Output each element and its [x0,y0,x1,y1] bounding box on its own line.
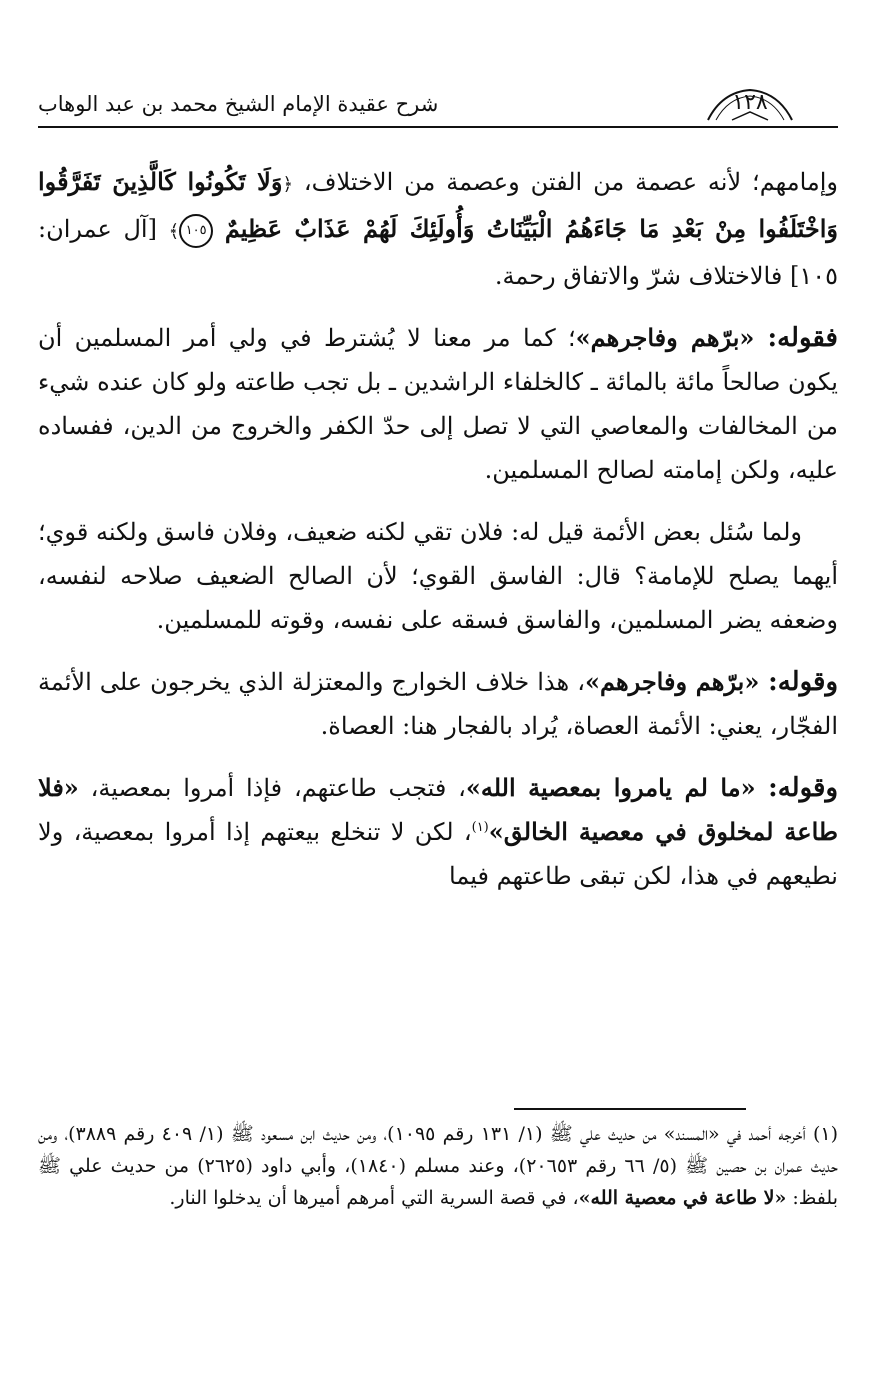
quoted-phrase: «برّهم وفاجرهم» [584,667,769,696]
verse-reference: [آل عمران: ١٠٥] فالاختلاف شرّ والاتفاق رحمة. [38,215,838,290]
paragraph-text: ولما سُئل بعض الأئمة قيل له: فلان تقي لكنه ضعيف، وفلان فاسق ولكنه قوي؛ أيهما يصلح للإمامة؟ قال: الفاسق القوي؛ لأن الصالح الضعيف صلاحه لنفسه، وضعفه يضر المسلمين، والفاسق فسقه على نفسه، وقوته للمسلمين. [38,518,838,634]
main-text [38,160,838,916]
running-header [38,88,838,128]
quoted-phrase: «برّهم وفاجرهم» [575,323,768,352]
footnote-text: ، في قصة السرية التي أمرهم أميرها أن يدخلوا النار. [169,1187,579,1209]
paragraph-text: ؛ كما مر معنا لا يُشترط في ولي أمر المسلمين أن يكون صالحاً مائة بالمائة ـ كالخلفاء الراشدين ـ بل تجب طاعته ولو كان عنده شيء من المخالفات والمعاصي التي لا تصل إلى حدّ الكفر والخروج من الدين، ففساده عليه، ولكن إمامته لصالح المسلمين. [38,324,838,484]
footnote-ref[interactable]: (١) [471,820,489,835]
header-title: شرح عقيدة الإمام الشيخ محمد بن عبد الوهاب [38,92,439,116]
lead-word: وقوله: [768,667,838,697]
paragraph-3 [38,660,838,748]
footnote [38,1118,838,1214]
footnote-hadith: «لا طاعة في معصية الله» [578,1187,787,1209]
paragraph-4 [38,766,838,898]
footnote-1 [38,1118,838,1214]
lead-word: فقوله: [767,323,838,353]
hadith-quote: «فلا طاعة لمخلوق في معصية الخالق» [38,773,838,846]
paragraph-text: ، لكن لا تنخلع بيعتهم إذا أمروا بمعصية، ولا نطيعهم في هذا، لكن تبقى طاعتهم فيما [38,818,838,890]
paragraph-text: ، هذا خلاف الخوارج والمعتزلة الذي يخرجون على الأئمة الفجّار، يعني: الأئمة العصاة، يُراد بالفجار هنا: العصاة. [38,668,838,740]
ornate-bracket-open: ﴿ [282,174,293,195]
quoted-phrase: «ما لم يامروا بمعصية الله» [465,773,769,802]
footnote-text: (١) أخرجه أحمد في «المسند» من حديث علي ﷺ (١/ ١٣١ رقم ١٠٩٥)، ومن حديث ابن مسعود ﷺ (١/ ٤٠٩ رقم ٣٨٨٩)، ومن حديث عمران بن حصين ﷺ (٥/ ٦٦ رقم ٢٠٦٥٣)، وعند مسلم (١٨٤٠)، وأبي داود (٢٦٢٥) من حديث علي ﷺ بلفظ: [38,1123,839,1209]
page-number: ١٢٨ [732,90,768,115]
paragraph-text: وإمامهم؛ لأنه عصمة من الفتن وعصمة من الاختلاف، [293,168,839,196]
paragraph-text: ، فتجب طاعتهم، فإذا أمروا بمعصية، [78,774,466,802]
paragraph-2 [38,510,838,642]
ornate-bracket-close: ﴾ [168,221,180,242]
lead-word: وقوله: [768,773,838,803]
paragraph-quran [38,160,838,298]
quran-verse: وَلَا تَكُونُوا كَالَّذِينَ تَفَرَّقُوا وَاخْتَلَفُوا مِنْ بَعْدِ مَا جَاءَهُمُ الْبَيِّنَاتُ وَأُولَئِكَ لَهُمْ عَذَابٌ عَظِيمٌ [38,167,838,243]
footnote-divider [514,1108,746,1110]
ayah-number-mark: ١٠٥ [179,214,213,248]
paragraph-1 [38,316,838,492]
page-number-badge [702,84,798,124]
